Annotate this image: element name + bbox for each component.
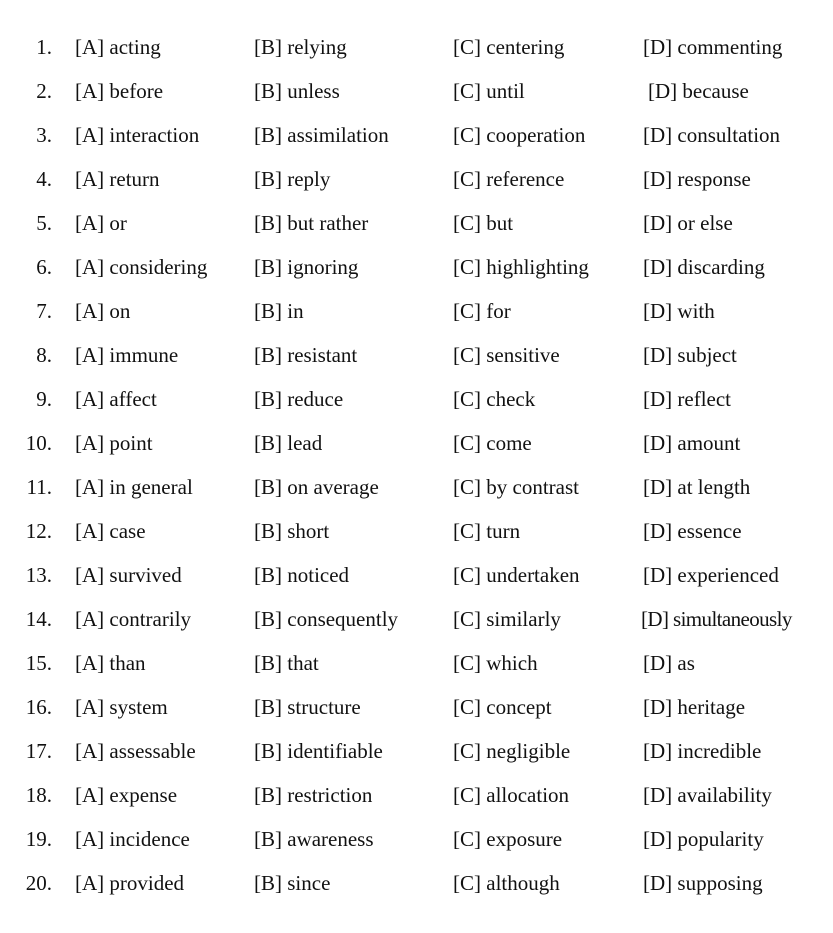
option-d: [D] experienced xyxy=(643,563,779,587)
option-c: [C] which xyxy=(453,651,538,675)
option-d: [D] discarding xyxy=(643,255,765,279)
option-b: [B] but rather xyxy=(254,211,369,235)
option-a: [A] affect xyxy=(75,387,157,411)
option-b: [B] awareness xyxy=(254,827,374,851)
question-number: 5. xyxy=(36,211,52,235)
option-a: [A] considering xyxy=(75,255,208,279)
option-d: [D] availability xyxy=(643,783,772,807)
option-a: [A] than xyxy=(75,651,146,675)
option-d: [D] incredible xyxy=(643,739,762,763)
option-b: [B] resistant xyxy=(254,343,358,367)
option-c: [C] undertaken xyxy=(453,563,580,587)
option-c: [C] negligible xyxy=(453,739,571,763)
option-a: [A] contrarily xyxy=(75,607,192,631)
option-d: [D] or else xyxy=(643,211,733,235)
question-row-16 xyxy=(0,692,833,736)
option-b: [B] restriction xyxy=(254,783,373,807)
question-number: 6. xyxy=(36,255,52,279)
option-a: [A] or xyxy=(75,211,127,235)
option-b: [B] reply xyxy=(254,167,331,191)
option-d: [D] consultation xyxy=(643,123,781,147)
question-row-3 xyxy=(0,120,833,164)
question-number: 17. xyxy=(25,739,52,763)
option-a: [A] acting xyxy=(75,35,161,59)
option-d: [D] commenting xyxy=(643,35,783,59)
question-number: 4. xyxy=(36,167,52,191)
question-row-17 xyxy=(0,736,833,780)
option-a: [A] on xyxy=(75,299,131,323)
option-a: [A] before xyxy=(75,79,164,103)
question-number: 12. xyxy=(25,519,52,543)
option-d: [D] response xyxy=(643,167,751,191)
option-a: [A] expense xyxy=(75,783,178,807)
question-row-7 xyxy=(0,296,833,340)
question-number: 14. xyxy=(25,607,52,631)
question-number: 13. xyxy=(25,563,52,587)
question-number: 9. xyxy=(36,387,52,411)
option-b: [B] unless xyxy=(254,79,340,103)
question-row-12 xyxy=(0,516,833,560)
option-b: [B] short xyxy=(254,519,330,543)
option-b: [B] on average xyxy=(254,475,379,499)
option-b: [B] lead xyxy=(254,431,323,455)
question-row-6 xyxy=(0,252,833,296)
question-number: 2. xyxy=(36,79,52,103)
question-number: 20. xyxy=(25,871,52,895)
option-a: [A] in general xyxy=(75,475,193,499)
question-number: 7. xyxy=(36,299,52,323)
option-b: [B] relying xyxy=(254,35,347,59)
option-a: [A] system xyxy=(75,695,168,719)
question-row-5 xyxy=(0,208,833,252)
option-b: [B] identifiable xyxy=(254,739,383,763)
question-number: 8. xyxy=(36,343,52,367)
option-d: [D] amount xyxy=(643,431,741,455)
option-c: [C] centering xyxy=(453,35,565,59)
question-number: 16. xyxy=(25,695,52,719)
option-d: [D] essence xyxy=(643,519,742,543)
option-d: [D] with xyxy=(643,299,715,323)
question-row-18 xyxy=(0,780,833,824)
option-d: [D] because xyxy=(648,79,749,103)
question-row-20 xyxy=(0,868,833,912)
option-c: [C] for xyxy=(453,299,511,323)
option-b: [B] that xyxy=(254,651,319,675)
option-c: [C] by contrast xyxy=(453,475,579,499)
question-number: 19. xyxy=(25,827,52,851)
option-b: [B] since xyxy=(254,871,331,895)
option-a: [A] interaction xyxy=(75,123,200,147)
option-c: [C] concept xyxy=(453,695,552,719)
option-a: [A] point xyxy=(75,431,153,455)
question-row-8 xyxy=(0,340,833,384)
option-c: [C] although xyxy=(453,871,560,895)
option-d: [D] reflect xyxy=(643,387,732,411)
option-c: [C] allocation xyxy=(453,783,570,807)
option-c: [C] similarly xyxy=(453,607,561,631)
answer-options-list xyxy=(0,32,833,912)
option-b: [B] noticed xyxy=(254,563,350,587)
option-c: [C] turn xyxy=(453,519,521,543)
option-b: [B] structure xyxy=(254,695,361,719)
question-number: 11. xyxy=(26,475,52,499)
option-d: [D] simultaneously xyxy=(641,607,792,631)
question-number: 15. xyxy=(25,651,52,675)
option-c: [C] cooperation xyxy=(453,123,586,147)
question-row-13 xyxy=(0,560,833,604)
option-a: [A] immune xyxy=(75,343,179,367)
question-number: 3. xyxy=(36,123,52,147)
question-number: 10. xyxy=(25,431,52,455)
option-d: [D] popularity xyxy=(643,827,764,851)
option-c: [C] sensitive xyxy=(453,343,560,367)
option-b: [B] consequently xyxy=(254,607,399,631)
option-d: [D] subject xyxy=(643,343,737,367)
option-b: [B] assimilation xyxy=(254,123,389,147)
option-a: [A] incidence xyxy=(75,827,190,851)
option-c: [C] check xyxy=(453,387,536,411)
question-row-2 xyxy=(0,76,833,120)
question-number: 1. xyxy=(36,35,52,59)
option-c: [C] but xyxy=(453,211,514,235)
option-d: [D] as xyxy=(643,651,695,675)
question-row-4 xyxy=(0,164,833,208)
question-row-19 xyxy=(0,824,833,868)
question-row-11 xyxy=(0,472,833,516)
option-c: [C] reference xyxy=(453,167,565,191)
option-b: [B] reduce xyxy=(254,387,344,411)
option-d: [D] supposing xyxy=(643,871,763,895)
option-a: [A] return xyxy=(75,167,160,191)
option-c: [C] highlighting xyxy=(453,255,589,279)
option-a: [A] assessable xyxy=(75,739,196,763)
option-d: [D] at length xyxy=(643,475,751,499)
question-number: 18. xyxy=(25,783,52,807)
question-row-14 xyxy=(0,604,833,648)
question-row-15 xyxy=(0,648,833,692)
question-row-10 xyxy=(0,428,833,472)
question-row-9 xyxy=(0,384,833,428)
question-row-1 xyxy=(0,32,833,76)
option-b: [B] ignoring xyxy=(254,255,359,279)
option-c: [C] exposure xyxy=(453,827,563,851)
option-b: [B] in xyxy=(254,299,304,323)
option-a: [A] case xyxy=(75,519,146,543)
option-a: [A] provided xyxy=(75,871,185,895)
option-c: [C] until xyxy=(453,79,525,103)
option-d: [D] heritage xyxy=(643,695,746,719)
option-c: [C] come xyxy=(453,431,532,455)
option-a: [A] survived xyxy=(75,563,182,587)
